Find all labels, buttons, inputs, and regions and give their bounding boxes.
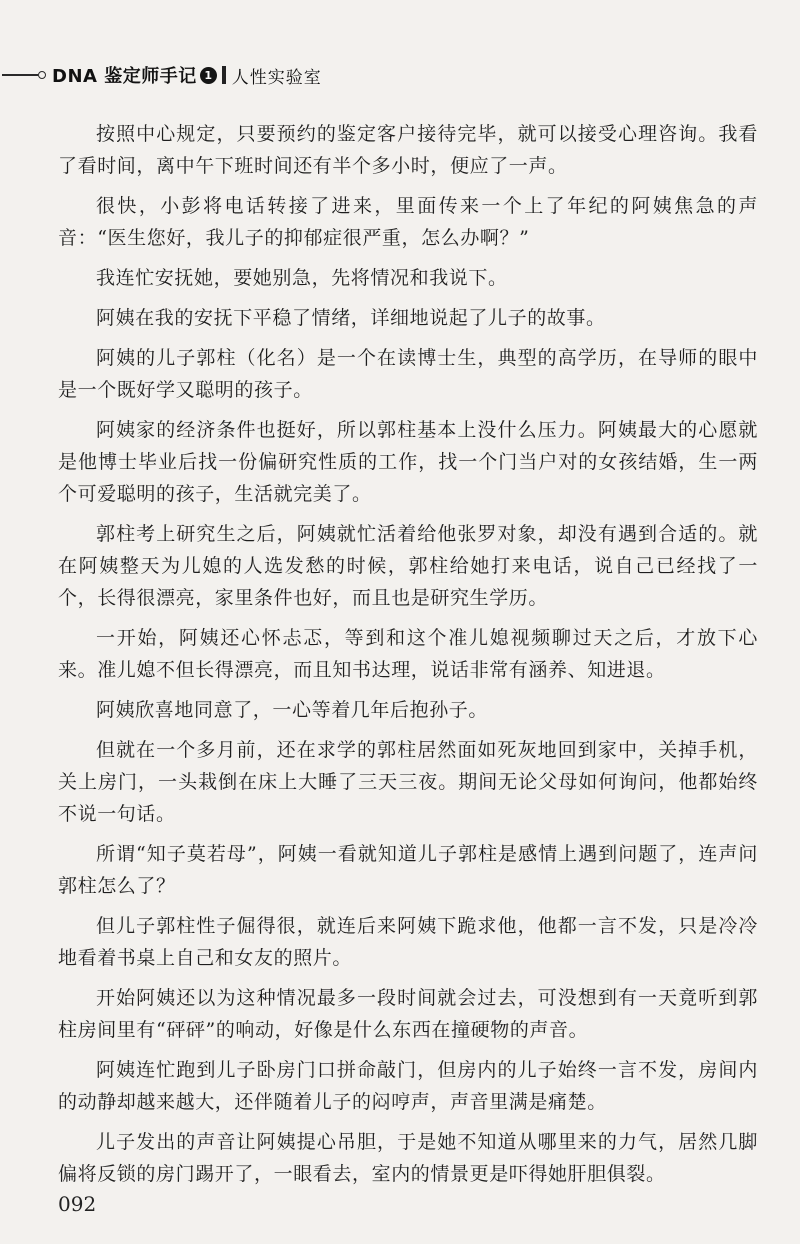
circle-ornament-icon [38,71,46,79]
book-title: DNA 鉴定师手记 [52,66,197,87]
paragraph: 但儿子郭柱性子倔得很，就连后来阿姨下跪求他，他都一言不发，只是冷冷地看着书桌上自己和女友的照片。 [58,915,758,969]
paragraph: 我连忙安抚她，要她别急，先将情况和我说下。 [96,267,508,289]
running-head [0,60,322,90]
paragraph: 很快，小彭将电话转接了进来，里面传来一个上了年纪的阿姨焦急的声音：“医生您好，我儿子的抑郁症很严重，怎么办啊？” [58,195,758,249]
paragraph: 阿姨欣喜地同意了，一心等着几年后抱孙子。 [96,699,489,721]
paragraph: 阿姨的儿子郭柱（化名）是一个在读博士生，典型的高学历，在导师的眼中是一个既好学又聪明的孩子。 [58,347,758,401]
paragraph: 阿姨连忙跑到儿子卧房门口拼命敲门，但房内的儿子始终一言不发，房间内的动静却越来越大，还伴随着儿子的闷哼声，声音里满是痛楚。 [58,1059,758,1113]
book-subtitle: 人性实验室 [231,67,322,88]
header-separator [222,66,226,84]
paragraph: 儿子发出的声音让阿姨提心吊胆，于是她不知道从哪里来的力气，居然几脚偏将反锁的房门踢开了，一眼看去，室内的情景更是吓得她肝胆俱裂。 [58,1131,758,1185]
volume-badge: 1 [200,67,217,84]
paragraph: 开始阿姨还以为这种情况最多一段时间就会过去，可没想到有一天竟听到郭柱房间里有“砰砰”的响动，好像是什么东西在撞硬物的声音。 [58,987,758,1041]
body-text [58,118,758,1198]
header-rule [2,74,38,76]
paragraph: 所谓“知子莫若母”，阿姨一看就知道儿子郭柱是感情上遇到问题了，连声问郭柱怎么了？ [58,843,758,897]
paragraph: 阿姨家的经济条件也挺好，所以郭柱基本上没什么压力。阿姨最大的心愿就是他博士毕业后找一份偏研究性质的工作，找一个门当户对的女孩结婚，生一两个可爱聪明的孩子，生活就完美了。 [58,419,758,505]
paragraph: 按照中心规定，只要预约的鉴定客户接待完毕，就可以接受心理咨询。我看了看时间，离中午下班时间还有半个多小时，便应了一声。 [58,123,758,177]
page-number: 092 [58,1192,97,1216]
paragraph: 郭柱考上研究生之后，阿姨就忙活着给他张罗对象，却没有遇到合适的。就在阿姨整天为儿媳的人选发愁的时候，郭柱给她打来电话，说自己已经找了一个，长得很漂亮，家里条件也好，而且也是研究生学历。 [58,523,758,609]
paragraph: 一开始，阿姨还心怀忐忑，等到和这个准儿媳视频聊过天之后，才放下心来。准儿媳不但长得漂亮，而且知书达理，说话非常有涵养、知进退。 [58,627,758,681]
paragraph: 但就在一个多月前，还在求学的郭柱居然面如死灰地回到家中，关掉手机，关上房门，一头栽倒在床上大睡了三天三夜。期间无论父母如何询问，他都始终不说一句话。 [58,739,758,825]
paragraph: 阿姨在我的安抚下平稳了情绪，详细地说起了儿子的故事。 [96,307,606,329]
